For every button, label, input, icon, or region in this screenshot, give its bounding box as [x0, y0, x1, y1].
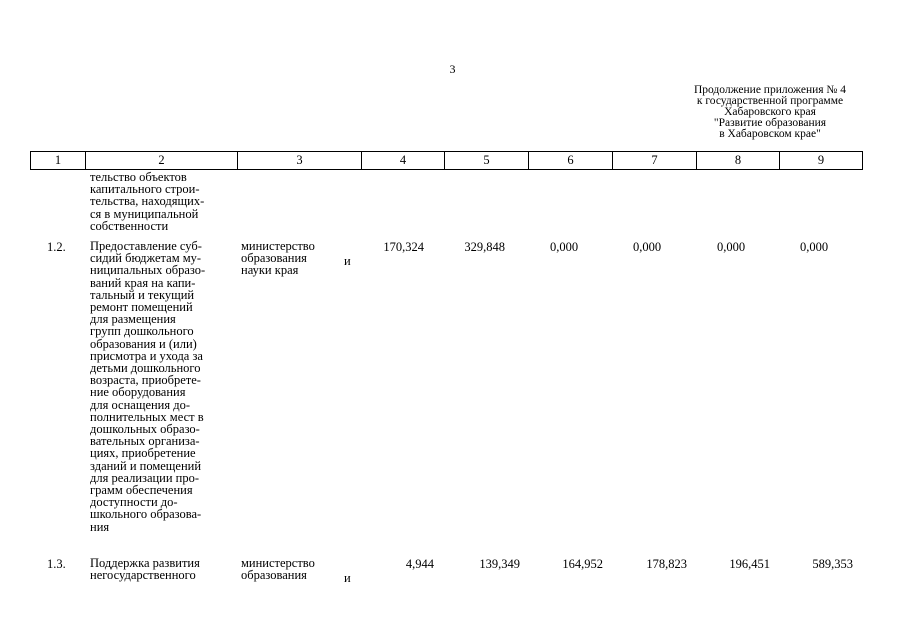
text-line: школьного образова-	[90, 507, 202, 522]
value-col-4: 4,944	[405, 557, 434, 571]
responsible-executor	[241, 556, 356, 586]
text-line: ся в муниципальной	[90, 206, 199, 221]
column-header: 1	[31, 152, 86, 169]
text-line: собственности	[90, 218, 169, 233]
appendix-note-line: "Развитие образования	[713, 117, 827, 129]
text-line: вательных организа-	[90, 434, 200, 449]
appendix-note-line: в Хабаровском крае"	[719, 128, 821, 140]
text-line: образования и (или)	[90, 336, 197, 351]
text-line: возраста, приобрете-	[90, 373, 201, 388]
text-line: министерство	[241, 239, 315, 253]
value-col-6: 164,952	[562, 557, 603, 571]
text-line: доступности до-	[90, 495, 178, 510]
text-line: сидий бюджетам му-	[90, 251, 202, 266]
appendix-note-line: Продолжение приложения № 4	[693, 84, 847, 96]
column-header: 7	[613, 152, 697, 169]
text-line: министерство	[241, 556, 315, 570]
value-col-9: 0,000	[800, 240, 829, 254]
value-col-7: 0,000	[633, 240, 662, 254]
column-header: 3	[238, 152, 362, 169]
text-line: зданий и помещений	[90, 458, 202, 473]
value-col-9: 589,353	[812, 557, 853, 571]
value-col-8: 0,000	[717, 240, 746, 254]
column-header: 4	[362, 152, 445, 169]
text-line: полнительных мест в	[90, 409, 204, 424]
value-col-8: 196,451	[729, 557, 770, 571]
text-fragment: и	[344, 254, 351, 269]
text-line: циях, приобретение	[90, 446, 196, 461]
text-fragment: и	[344, 571, 351, 586]
text-line: ниципальных образо-	[90, 263, 206, 278]
column-header: 2	[86, 152, 238, 169]
text-line: для размещения	[90, 312, 176, 327]
page-number: 3	[449, 62, 456, 76]
value-col-5: 139,349	[479, 557, 520, 571]
value-col-7: 178,823	[646, 557, 687, 571]
appendix-note-line: к государственной программе	[696, 95, 844, 107]
text-line: науки края	[241, 263, 299, 278]
text-line: для оснащения до-	[90, 397, 191, 412]
value-col-5: 329,848	[464, 240, 505, 254]
text-line: ния	[90, 519, 110, 534]
text-line: дошкольных образо-	[90, 422, 200, 437]
column-header: 6	[529, 152, 613, 169]
text-line: тальный и текущий	[90, 287, 195, 302]
value-col-4: 170,324	[383, 240, 424, 254]
row-number: 1.3.	[47, 557, 66, 571]
continuation-text	[90, 171, 235, 232]
column-header: 5	[445, 152, 529, 169]
text-line: ремонт помещений	[90, 300, 193, 315]
row-description	[90, 240, 235, 533]
column-header: 9	[817, 153, 825, 167]
value-col-6: 0,000	[550, 240, 579, 254]
text-line: грамм обеспечения	[90, 483, 193, 498]
row-number: 1.2.	[47, 240, 66, 254]
appendix-note	[675, 85, 865, 140]
text-line: капитального строи-	[90, 182, 200, 197]
text-line	[241, 568, 356, 586]
text-fragment: образования	[241, 568, 307, 583]
text-line: детьми дошкольного	[90, 361, 201, 376]
text-line: Предоставление суб-	[90, 239, 202, 253]
row-description	[90, 557, 235, 581]
text-line: тельство объектов	[90, 170, 187, 184]
text-line: присмотра и ухода за	[90, 348, 203, 363]
text-line: тельства, находящих-	[90, 194, 205, 209]
text-line: для реализации про-	[90, 470, 200, 485]
text-line: негосударственного	[90, 568, 196, 583]
text-line: ваний края на капи-	[90, 275, 196, 290]
column-header: 8	[697, 152, 780, 169]
text-line: Поддержка развития	[90, 556, 200, 570]
text-line: ние оборудования	[90, 385, 186, 400]
appendix-note-line: Хабаровского края	[724, 106, 816, 118]
table-header-row	[30, 151, 863, 170]
text-line: групп дошкольного	[90, 324, 194, 339]
text-fragment: образования	[241, 251, 307, 266]
